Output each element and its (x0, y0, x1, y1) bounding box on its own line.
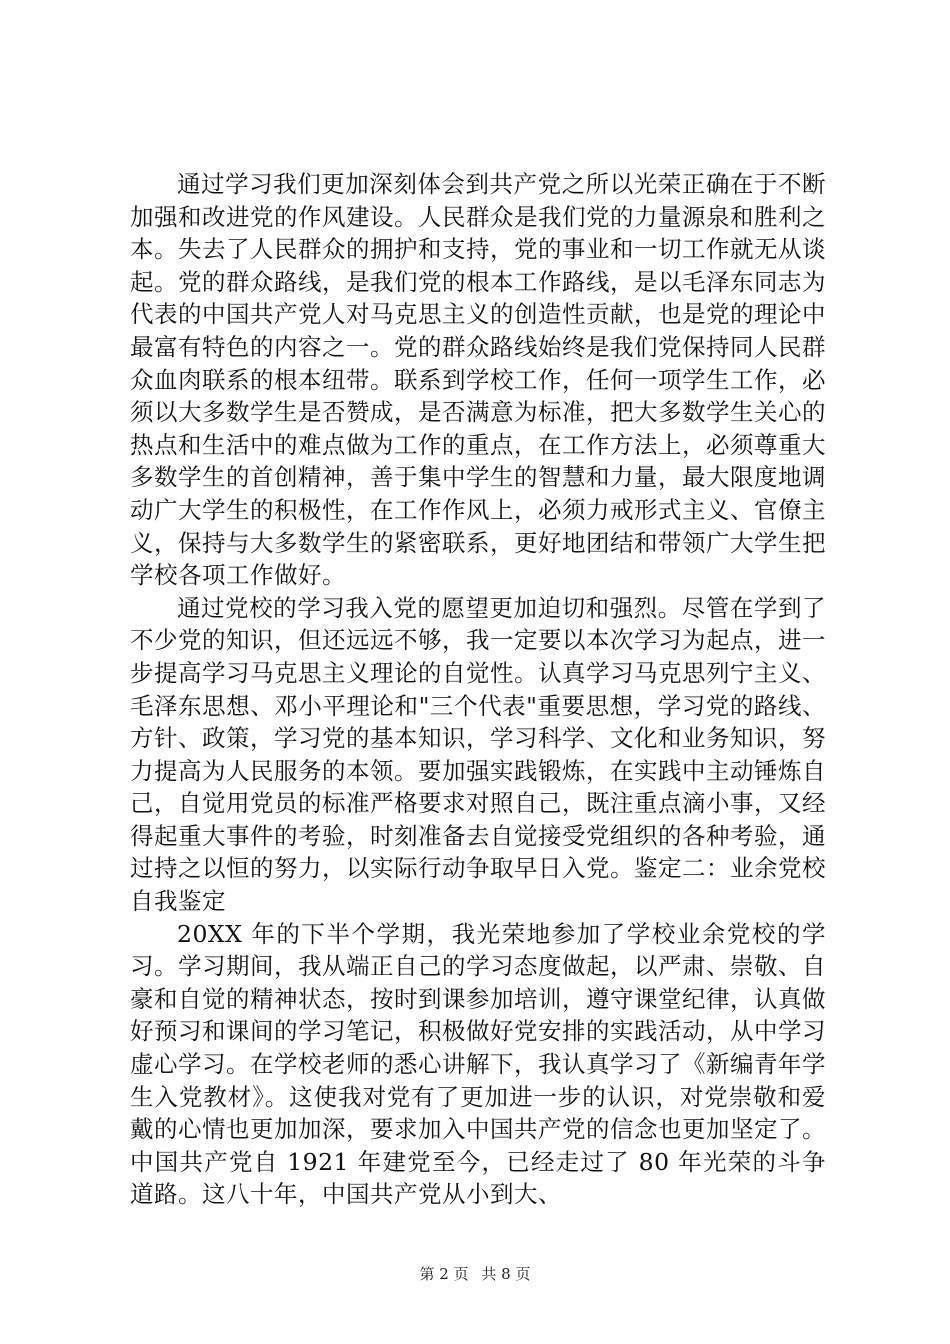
page-footer (0, 1263, 950, 1284)
paragraph: 20XX 年的下半个学期，我光荣地参加了学校业余党校的学习。学习期间，我从端正自己的学习态度做起，以严肃、崇敬、自豪和自觉的精神状态，按时到课参加培训，遵守课堂纪律，认真做好预习和课间的学习笔记，积极做好党安排的实践活动，从中学习虚心学习。在学校老师的悉心讲解下，我认真学习了《新编青年学生入党教材》。这使我对党有了更加进一步的认识，对党崇敬和爱戴的心情也更加加深，要求加入中国共产党的信念也更加坚定了。中国共产党自 1921 年建党至今，已经走过了 80 年光荣的斗争道路。这八十年，中国共产党从小到大、 (130, 919, 826, 1209)
page-number: 第 2 页 (419, 1265, 469, 1283)
document-body (130, 168, 826, 1211)
paragraph: 通过学习我们更加深刻体会到共产党之所以光荣正确在于不断加强和改进党的作风建设。人民群众是我们党的力量源泉和胜利之本。失去了人民群众的拥护和支持，党的事业和一切工作就无从谈起。党的群众路线，是我们党的根本工作路线，是以毛泽东同志为代表的中国共产党人对马克思主义的创造性贡献，也是党的理论中最富有特色的内容之一。党的群众路线始终是我们党保持同人民群众血肉联系的根本纽带。联系到学校工作，任何一项学生工作，必须以大多数学生是否赞成，是否满意为标准，把大多数学生关心的热点和生活中的难点做为工作的重点，在工作方法上，必须尊重大多数学生的首创精神，善于集中学生的智慧和力量，最大限度地调动广大学生的积极性，在工作作风上，必须力戒形式主义、官僚主义，保持与大多数学生的紧密联系，更好地团结和带领广大学生把学校各项工作做好。 (130, 170, 826, 590)
paragraph: 通过党校的学习我入党的愿望更加迫切和强烈。尽管在学到了不少党的知识，但还远远不够，我一定要以本次学习为起点，进一步提高学习马克思主义理论的自觉性。认真学习马克思列宁主义、毛泽东思想、邓小平理论和"三个代表"重要思想，学习党的路线、方针、政策，学习党的基本知识，学习科学、文化和业务知识，努力提高为人民服务的本领。要加强实践锻炼，在实践中主动锤炼自己，自觉用党员的标准严格要求对照自己，既注重点滴小事，又经得起重大事件的考验，时刻准备去自觉接受党组织的各种考验，通过持之以恒的努力，以实际行动争取早日入党。鉴定二：业余党校自我鉴定 (130, 593, 826, 916)
page-total: 共 8 页 (481, 1265, 531, 1283)
